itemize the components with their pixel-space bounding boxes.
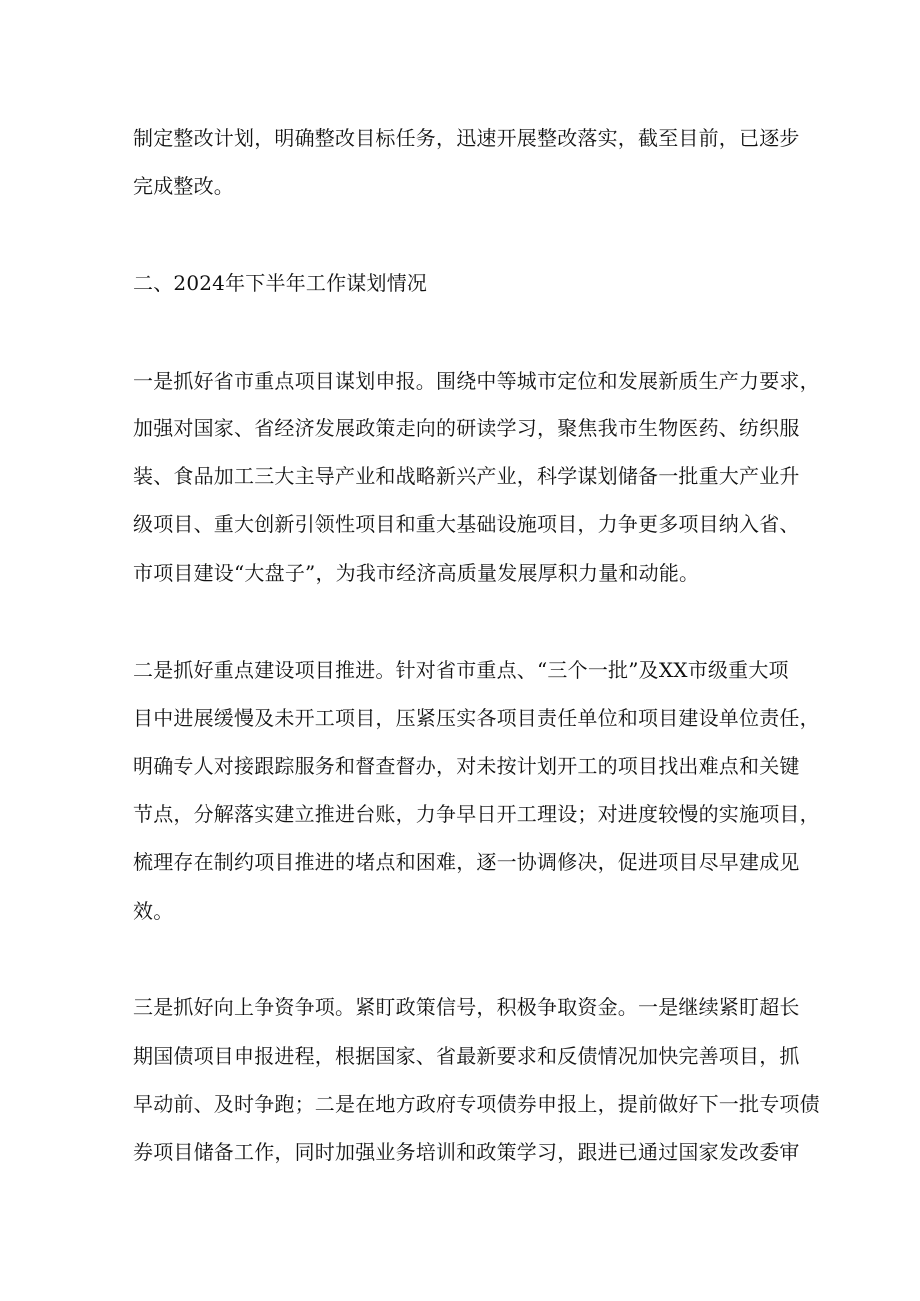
para2-line-4: 节点，分解落实建立推进台账，力争早日开工理设；对进度较慢的实施项目， [133, 802, 820, 826]
para3-line-1: 三是抓好向上争资争项。紧盯政策信号，积极争取资金。一是继续紧盯超长 [133, 995, 800, 1019]
intro-line-1: 制定整改计划，明确整改目标任务，迅速开展整改落实，截至目前，已逐步 [133, 126, 800, 150]
para1-line-1: 一是抓好省市重点项目谋划申报。围绕中等城市定位和发展新质生产力要求， [133, 369, 820, 393]
para2-line-2: 目中进展缓慢及未开工项目，压紧压实各项目责任单位和项目建设单位责任， [133, 706, 820, 730]
para2-line-1: 二是抓好重点建设项目推进。针对省市重点、“三个一批”及XX市级重大项 [133, 658, 789, 682]
para2-line-6: 效。 [133, 899, 174, 923]
para1-line-2: 加强对国家、省经济发展政策走向的研读学习，聚焦我市生物医药、纺织服 [133, 416, 800, 440]
section-heading: 二、2024年下半年工作谋划情况 [133, 271, 428, 295]
para3-line-3: 早动前、及时争跑；二是在地方政府专项债券申报上，提前做好下一批专项债 [133, 1092, 820, 1116]
para1-line-4: 级项目、重大创新引领性项目和重大基础设施项目，力争更多项目纳入省、 [133, 512, 800, 536]
intro-line-2: 完成整改。 [133, 174, 234, 198]
para1-line-3: 装、食品加工三大主导产业和战略新兴产业，科学谋划储备一批重大产业升 [133, 464, 800, 488]
para2-line-3: 明确专人对接跟踪服务和督查督办，对未按计划开工的项目找出难点和关键 [133, 754, 800, 778]
para2-line-5: 梳理存在制约项目推进的堵点和困难，逐一协调修决，促进项目尽早建成见 [133, 850, 800, 874]
para3-line-2: 期国债项目申报进程，根据国家、省最新要求和反债情况加快完善项目，抓 [133, 1044, 800, 1068]
para3-line-4: 券项目储备工作，同时加强业务培训和政策学习，跟进已通过国家发改委审 [133, 1140, 800, 1164]
para1-line-5: 市项目建设“大盘子”，为我市经济高质量发展厚积力量和动能。 [133, 561, 700, 585]
